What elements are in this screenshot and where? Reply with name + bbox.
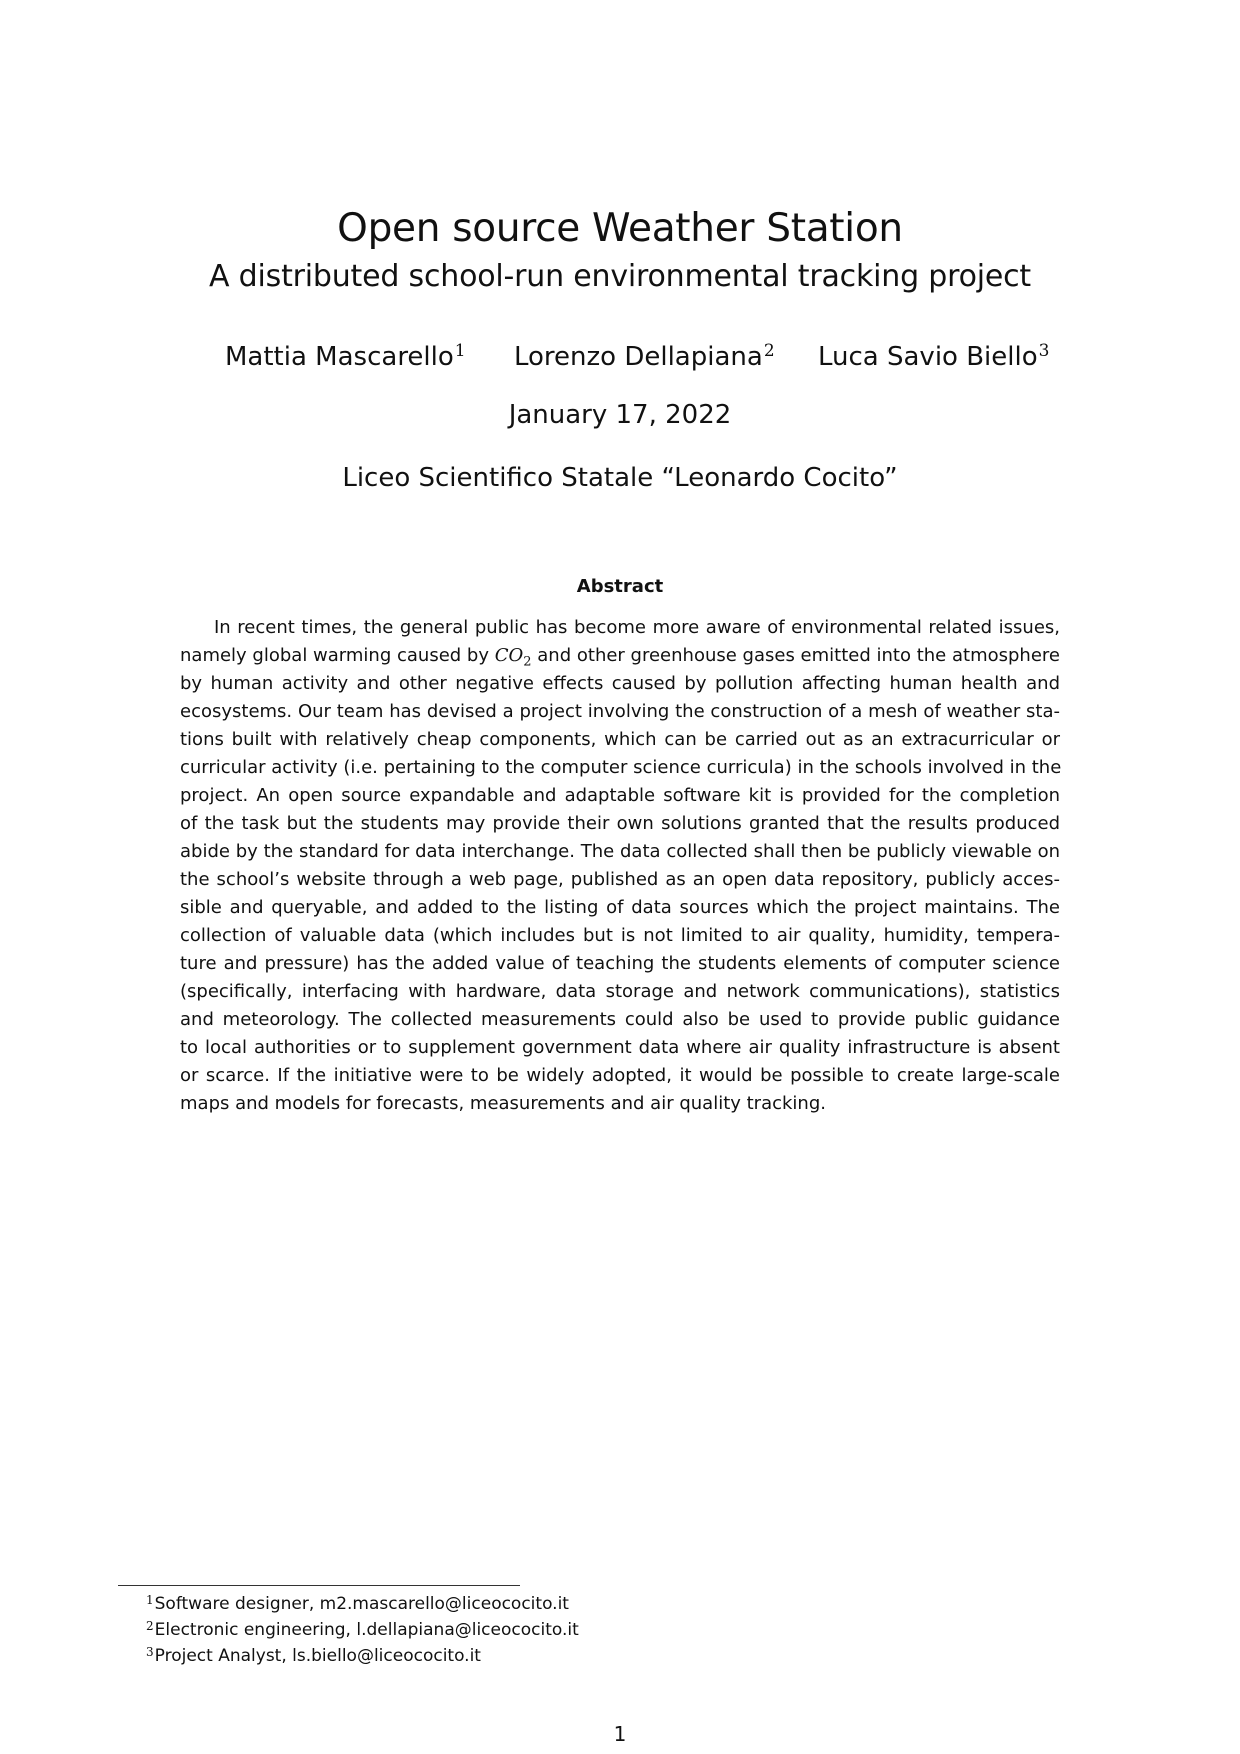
page-number: 1 xyxy=(613,1722,627,1746)
abstract-line: project. An open source expandable and adaptable software kit is provided for the completion xyxy=(180,785,1060,806)
abstract-line: to local authorities or to supplement government data where air quality infrastructure is absent xyxy=(180,1037,1060,1058)
author-name: Luca Savio Biello$^3$ xyxy=(818,341,1050,372)
author-name: Lorenzo Dellapiana$^2$ xyxy=(514,341,775,372)
abstract-line: In recent times, the general public has become more aware of environmental related issues, xyxy=(214,617,1060,638)
abstract-line: and meteorology. The collected measurements could also be used to provide public guidance xyxy=(180,1009,1060,1030)
publication-date: January 17, 2022 xyxy=(508,400,732,430)
author-name: Mattia Mascarello$^1$ xyxy=(225,341,466,372)
footnote: $^2$Electronic engineering, l.dellapiana@liceococito.it xyxy=(146,1619,579,1640)
abstract-line: namely global warming caused by $CO_2$ and other greenhouse gases emitted into the atmosphere xyxy=(180,645,1060,670)
abstract-line: (specifically, interfacing with hardware, data storage and network communications), statistics xyxy=(180,981,1060,1002)
abstract-line: tions built with relatively cheap components, which can be carried out as an extracurricular or xyxy=(180,729,1060,750)
abstract-line: abide by the standard for data interchange. The data collected shall then be publicly viewable on xyxy=(180,841,1060,862)
footnote: $^1$Software designer, m2.mascarello@liceococito.it xyxy=(146,1593,569,1614)
abstract-body xyxy=(180,614,1060,1118)
abstract-heading: Abstract xyxy=(576,576,664,597)
abstract-line: sible and queryable, and added to the listing of data sources which the project maintains. The xyxy=(180,897,1060,918)
footnote-mark: 2 xyxy=(763,341,775,361)
abstract-line: or scarce. If the initiative were to be widely adopted, it would be possible to create large-scale xyxy=(180,1065,1060,1086)
footnote: $^3$Project Analyst, ls.biello@liceococito.it xyxy=(146,1645,481,1666)
abstract-line: curricular activity (i.e. pertaining to the computer science curricula) in the schools involved in the xyxy=(180,757,1062,778)
abstract-line: of the task but the students may provide their own solutions granted that the results produced xyxy=(180,813,1060,834)
abstract-line: ecosystems. Our team has devised a project involving the construction of a mesh of weather sta- xyxy=(180,701,1060,722)
author-list xyxy=(0,339,1240,379)
co2-formula: $CO_2$ xyxy=(494,645,532,670)
abstract-line: maps and models for forecasts, measurements and air quality tracking. xyxy=(180,1093,826,1114)
paper-subtitle: A distributed school-run environmental tracking project xyxy=(209,259,1031,294)
footnote-divider xyxy=(118,1585,520,1586)
footnote-list xyxy=(146,1591,579,1669)
footnote-mark: 1 xyxy=(454,341,466,361)
footnote-mark: 3 xyxy=(1038,341,1050,361)
paper-title: Open source Weather Station xyxy=(337,206,903,251)
abstract-line: by human activity and other negative effects caused by pollution affecting human health and xyxy=(180,673,1060,694)
school-affiliation: Liceo Scientifico Statale “Leonardo Cocito” xyxy=(342,463,898,493)
abstract-line: collection of valuable data (which includes but is not limited to air quality, humidity, tempera- xyxy=(180,925,1060,946)
abstract-line: ture and pressure) has the added value of teaching the students elements of computer science xyxy=(180,953,1060,974)
abstract-line: the school’s website through a web page, published as an open data repository, publicly acces- xyxy=(180,869,1060,890)
